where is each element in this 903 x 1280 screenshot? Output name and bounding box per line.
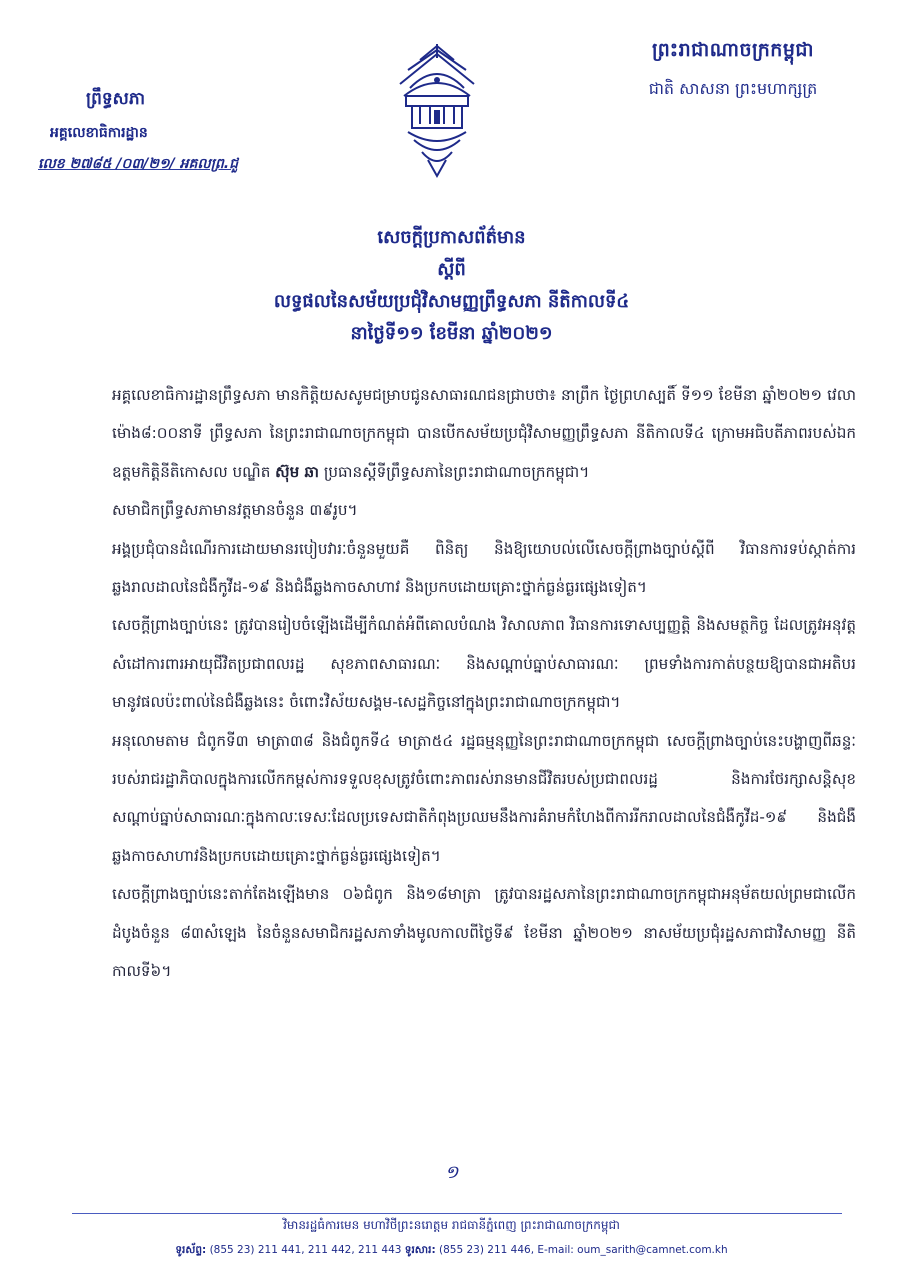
footer-contact <box>0 1244 903 1259</box>
document-title: សេចក្តីប្រកាសព័ត៌មាន <box>377 227 526 248</box>
fax-email: (855 23) 211 446, E-mail: oum_sarith@camnet.com.kh <box>439 1244 728 1256</box>
title-block <box>0 222 903 350</box>
national-motto: ជាតិ សាសនា ព្រះមហាក្សត្រ <box>648 79 818 98</box>
reference-number: លេខ ២៧៨៥ /០៣/២១/ អគលព្រ.ជួ <box>38 156 238 172</box>
paragraph: អនុលោមតាម ជំពូកទី៣ មាត្រា៣៨ និងជំពូកទី៤ មាត្រា៥៤ រដ្ឋធម្មនុញ្ញនៃព្រះរាជាណាចក្រកម្ពុជា សេចក្តីព្រាងច្បាប់នេះបង្ហាញពីឆន្ទៈរបស់រាជរដ្ឋាភិបាលក្នុងការលើកកម្ពស់ការទទួលខុសត្រូវចំពោះភាពរស់រានមានជីវិតរបស់ប្រជាពលរដ្ឋ និងការថែរក្សាសន្តិសុខ សណ្តាប់ធ្នាប់សាធារណៈក្នុងកាលៈទេសៈដែលប្រទេសជាតិកំពុងប្រឈមនឹងការគំរាមកំហែងពីការរីករាលដាលនៃជំងឺកូវីដ-១៩ និងជំងឺឆ្លងកាចសាហាវនិងប្រកបដោយគ្រោះថ្នាក់ធ្ងន់ធ្ងរផ្សេងទៀត។ <box>112 731 856 865</box>
president-name: ស៊ុម ឆា <box>275 462 320 481</box>
title-about: ស្តីពី <box>437 259 466 280</box>
kingdom-name: ព្រះរាជាណាចក្រកម្ពុជា <box>652 39 814 61</box>
paragraph: សេចក្តីព្រាងច្បាប់នេះតាក់តែងឡើងមាន ០៦ជំពូក និង១៨មាត្រា ត្រូវបានរដ្ឋសភានៃព្រះរាជាណាចក្រកម្ពុជាអនុម័តយល់ព្រមជាលើកដំបូងចំនួន ៨៣សំឡេង នៃចំនួនសមាជិករដ្ឋសភាទាំងមូលកាលពីថ្ងៃទី៩ ខែមីនា ឆ្នាំ២០២១ នាសម័យប្រជុំរដ្ឋសភាជាវិសាមញ្ញ នីតិកាលទី៦។ <box>112 885 856 981</box>
paragraph <box>112 376 856 491</box>
senate-header <box>38 88 288 175</box>
footer-address: វិមានរដ្ឋធំការមេន មហាវិថីព្រះនរោត្តម រាជធានីភ្នំពេញ ព្រះរាជាណាចក្រកម្ពុជា <box>283 1218 620 1232</box>
paragraph-text: ប្រធានស្តីទីព្រឹទ្ធសភានៃព្រះរាជាណាចក្រកម្ពុជា។ <box>323 462 590 481</box>
phone-numbers: (855 23) 211 441, 211 442, 211 443 <box>209 1244 402 1256</box>
senate-emblem-icon <box>390 40 484 180</box>
paragraph-text: អគ្គលេខាធិការដ្ឋានព្រឹទ្ធសភា មានកិត្តិយសសូមជម្រាបជូនសាធារណជនជ្រាបថា៖ នាព្រឹក ថ្ងៃព្រហស្បតិ៍ ទី១១ ខែមីនា ឆ្នាំ២០២១ វេលាម៉ោង៨:០០នាទី ព្រឹទ្ធសភា នៃព្រះរាជាណាចក្រកម្ពុជា បានបើកសម័យប្រជុំវិសាមញ្ញព្រឹទ្ធសភា នីតិកាលទី៤ ក្រោមអធិបតីភាពរបស់ឯកឧត្តមកិត្តិនីតិកោសល បណ្ឌិត <box>112 386 856 481</box>
phone-label: ទូរស័ព្ទ: <box>175 1244 207 1256</box>
paragraph: អង្គប្រជុំបានដំណើរការដោយមានរបៀបវារៈចំនួនមួយគឺ ពិនិត្យ និងឱ្យយោបល់លើសេចក្តីព្រាងច្បាប់ស្តីពី វិធានការទប់ស្កាត់ការឆ្លងរាលដាលនៃជំងឺកូវីដ-១៩ និងជំងឺឆ្លងកាចសាហាវ និងប្រកបដោយគ្រោះថ្នាក់ធ្ងន់ធ្ងរផ្សេងទៀត។ <box>112 539 856 597</box>
institution-name: ព្រឹទ្ធសភា <box>86 89 146 109</box>
title-subject: លទ្ធផលនៃសម័យប្រជុំវិសាមញ្ញព្រឹទ្ធសភា នីតិកាលទី៤ <box>273 291 630 312</box>
paragraph: សមាជិកព្រឹទ្ធសភាមានវត្តមានចំនួន ៣៩រូប។ <box>112 501 358 520</box>
fax-label: ទូរសារ: <box>404 1244 436 1256</box>
page-number: ១ <box>444 1162 459 1183</box>
department-name: អគ្គលេខាធិការដ្ឋាន <box>50 125 148 141</box>
kingdom-header <box>623 38 843 102</box>
title-date: នាថ្ងៃទី១១ ខែមីនា ឆ្នាំ២០២១ <box>350 323 553 344</box>
footer-divider <box>72 1213 842 1214</box>
paragraph: សេចក្តីព្រាងច្បាប់នេះ ត្រូវបានរៀបចំឡើងដើម្បីកំណត់អំពីគោលបំណង វិសាលភាព វិធានការទោសប្បញ្ញត្តិ និងសមត្ថកិច្ច ដែលត្រូវអនុវត្តសំដៅការពារអាយុជីវិតប្រជាពលរដ្ឋ សុខភាពសាធារណៈ និងសណ្តាប់ធ្នាប់សាធារណៈ ព្រមទាំងការកាត់បន្ថយឱ្យបានជាអតិបរមានូវផលប៉ះពាល់នៃជំងឺឆ្លងនេះ ចំពោះវិស័យសង្គម-សេដ្ឋកិច្ចនៅក្នុងព្រះរាជាណាចក្រកម្ពុជា។ <box>112 616 856 712</box>
body-text <box>112 376 856 991</box>
